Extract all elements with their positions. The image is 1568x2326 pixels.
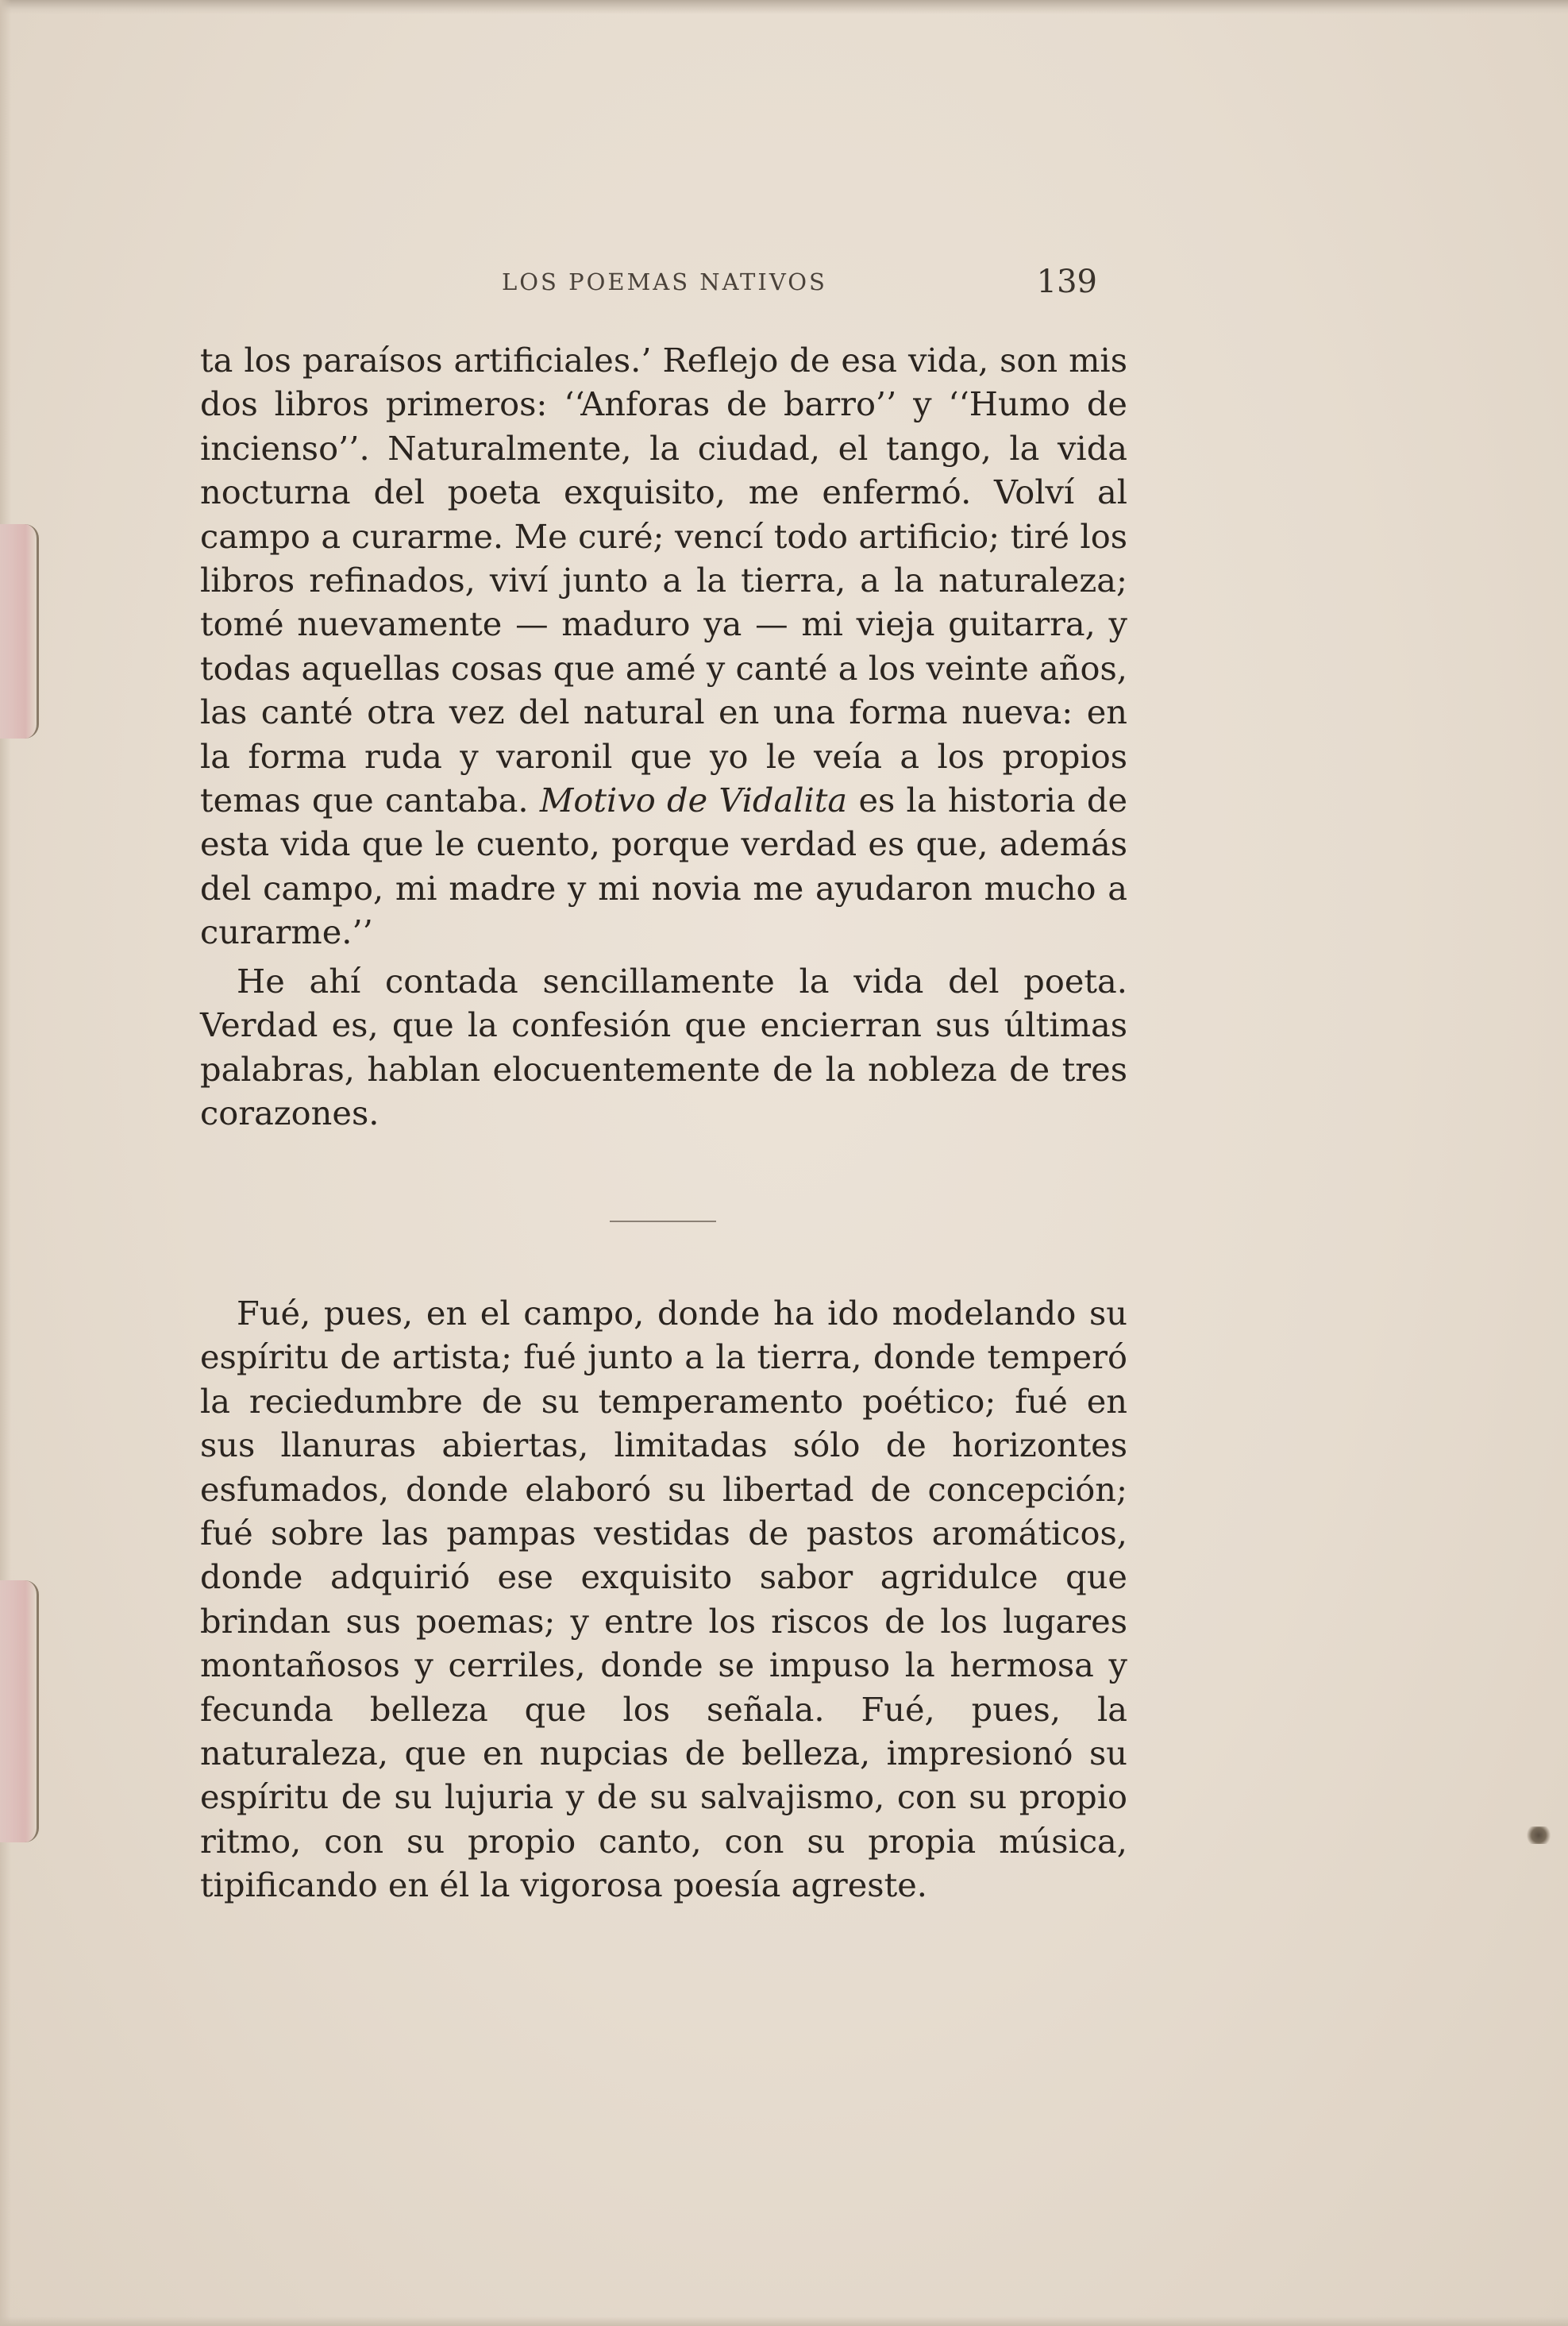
running-title: LOS POEMAS NATIVOS [502,268,827,295]
page-number: 139 [1036,264,1097,300]
paper-tab-mark [0,524,39,739]
page-left-edge [0,0,11,2326]
text-block-top [200,338,1127,1135]
paragraph-text: ta los paraísos artificiales.’ Reflejo de esa vida, son mis dos libros primeros: ‘‘Anforas de barro’’ y ‘‘Humo de incienso’’. Naturalmente, la ciudad, el tango, la vida nocturna del poeta exquisito, me enfermó. Volví al campo a curarme. Me curé; vencí todo artificio; tiré los libros refinados, viví junto a la tierra, a la naturaleza; tomé nuevamente — maduro ya — mi vieja guitarra, y todas aquellas cosas que amé y canté a los veinte años, las canté otra vez del natural en una forma nueva: en la forma ruda y varonil que yo le veía a los propios temas que cantaba. [200,341,1127,820]
paragraph-text: es la historia de esta vida que le cuento, porque verdad es que, además del campo, mi madre y mi novia me ayudaron mucho a curarme.’’ [200,781,1128,952]
paper-stain [1525,1826,1552,1844]
section-separator [610,1221,716,1222]
page-top-edge [0,0,1568,14]
running-head [200,264,1097,308]
page-bottom-edge [0,2316,1568,2326]
paragraph [200,338,1127,955]
paragraph: He ahí contada sencillamente la vida del poeta. Verdad es, que la confesión que encierran sus últimas palabras, hablan elocuentemente de la nobleza de tres corazones. [200,961,1127,1132]
paragraph: Fué, pues, en el campo, donde ha ido modelando su espíritu de artista; fué junto a la tierra, donde temperó la reciedumbre de su temperamento poético; fué en sus llanuras abiertas, limitadas sólo de horizontes esfumados, donde elaboró su libertad de concepción; fué sobre las pampas vestidas de pastos aromáticos, donde adquirió ese exquisito sabor agridulce que brindan sus poemas; y entre los riscos de los lugares montañosos y cerriles, donde se impuso la hermosa y fecunda belleza que los señala. Fué, pues, la naturaleza, que en nupcias de belleza, impresionó su espíritu de su lujuria y de su salvajismo, con su propio ritmo, con su propio canto, con su propia música, tipificando en él la vigorosa poesía agreste. [200,1294,1127,1905]
paper-tab-mark [0,1580,39,1842]
italic-title: Motivo de Vidalita [539,781,848,820]
text-block-bottom [200,1291,1127,1907]
